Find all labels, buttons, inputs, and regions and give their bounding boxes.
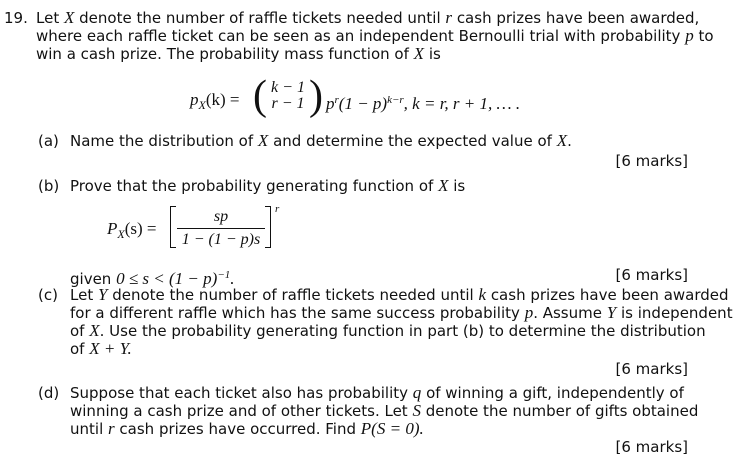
pgf-formula: $P_X(s)$ = $\frac{sp}{1 - (1 - p)s}$ r bbox=[107, 203, 280, 248]
part-b-given: given $0 \le s < (1 - p)^{-1}$. bbox=[70, 269, 235, 288]
part-c-marks: [6 marks] bbox=[615, 360, 688, 378]
part-b-label: (b) bbox=[38, 177, 60, 195]
part-d-marks: [6 marks] bbox=[615, 438, 688, 456]
part-a-marks: [6 marks] bbox=[615, 152, 688, 170]
part-c-line-1: Let Y denote the number of raffle tickets needed until k cash prizes have been awarded bbox=[70, 285, 729, 304]
part-c-line-3: of X. Use the probability generating function in part (b) to determine the distribution bbox=[70, 321, 706, 340]
intro-line-3: win a cash prize. The probability mass function of X is bbox=[36, 44, 441, 63]
part-d-label: (d) bbox=[38, 384, 60, 402]
part-c-line-4: of X + Y. bbox=[70, 339, 132, 358]
part-c-line-2: for a different raffle which has the same success probability p. Assume Y is independent bbox=[70, 303, 733, 322]
part-d-line-3: until r cash prizes have occurred. Find P(S = 0). bbox=[70, 419, 424, 438]
intro-line-1: Let X denote the number of raffle tickets needed until r cash prizes have been awarded, bbox=[36, 8, 700, 27]
pmf-formula: $p_X(k)$ = ( k − 1 r − 1 ) $p^r(1 - p)^{k-r}$, k = r, r + 1, … . bbox=[190, 73, 521, 119]
part-a-label: (a) bbox=[38, 132, 59, 150]
intro-line-2: where each raffle ticket can be seen as an independent Bernoulli trial with probability p to bbox=[36, 26, 714, 45]
part-d-line-1: Suppose that each ticket also has probability q of winning a gift, independently of bbox=[70, 383, 684, 402]
part-a-text: Name the distribution of X and determine the expected value of X. bbox=[70, 131, 572, 150]
part-b-marks: [6 marks] bbox=[615, 266, 688, 284]
part-d-line-2: winning a cash prize and of other tickets. Let S denote the number of gifts obtained bbox=[70, 401, 699, 420]
part-b-text: Prove that the probability generating function of X is bbox=[70, 176, 466, 195]
part-c-label: (c) bbox=[38, 286, 58, 304]
problem-number: 19. bbox=[4, 9, 28, 27]
